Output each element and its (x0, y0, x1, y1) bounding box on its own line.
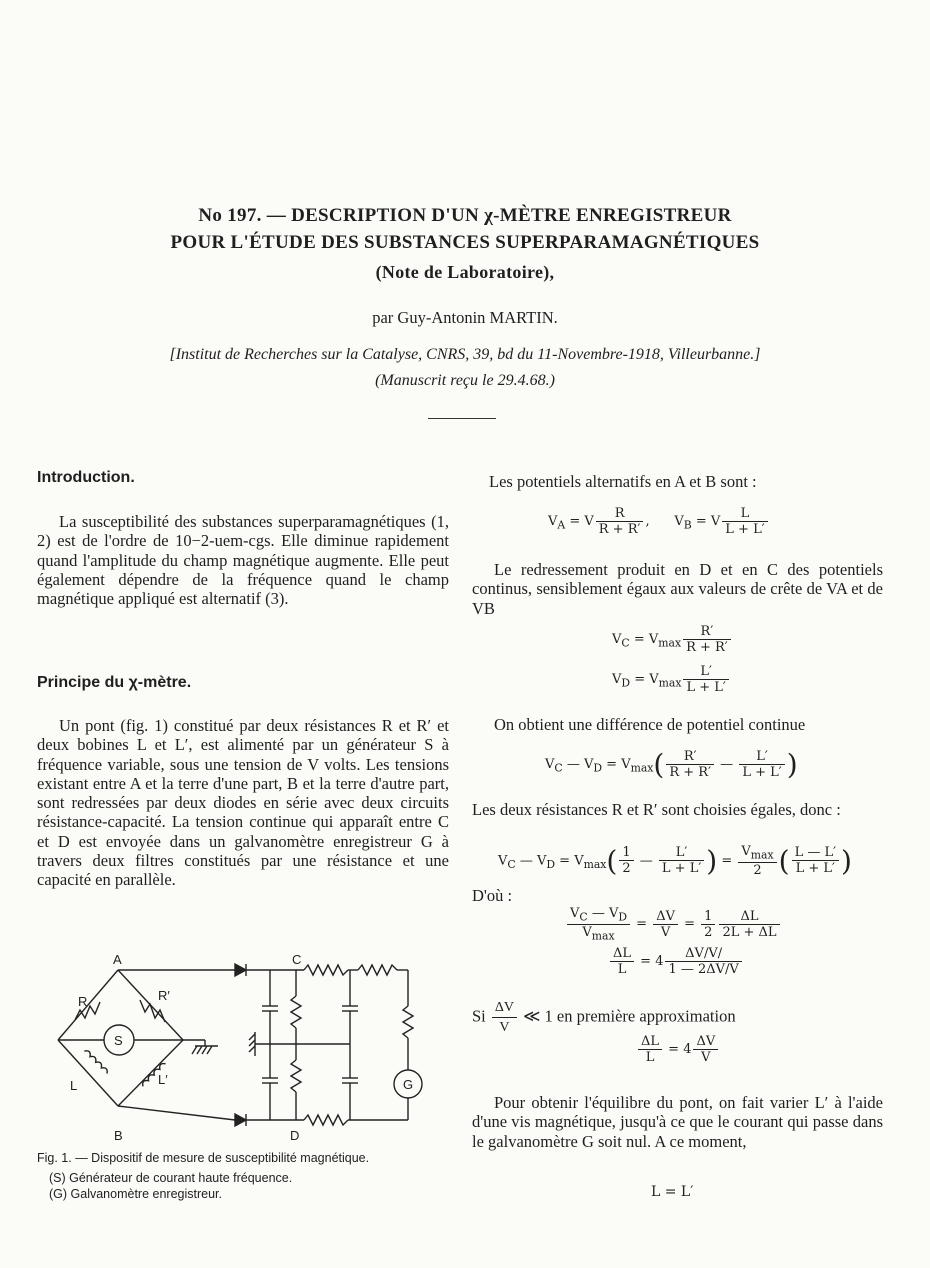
eq-approx: $\frac{\Delta L}{L}$ = 4 $\frac{\Delta V}{V}$ (636, 1034, 720, 1065)
node-b-label: B (114, 1128, 123, 1143)
node-c-label: C (292, 952, 302, 967)
resistor-vert-3 (403, 1006, 413, 1038)
right-p3: On obtient une différence de potentiel continue (494, 715, 806, 734)
circuit-diagram (40, 948, 440, 1148)
resistor-bottom-1 (304, 1115, 348, 1125)
right-p7: Pour obtenir l'équilibre du pont, on fait varier L′ à l'aide d'une vis magnétique, jusqu'à ce que le courant qui passe dans le galvanomètre G soit nul. A ce moment, (472, 1093, 883, 1151)
resistor-vert-2 (291, 1060, 301, 1092)
figure-caption: Fig. 1. — Dispositif de mesure de susceptibilité magnétique. (37, 1151, 370, 1165)
eq-vc-vd: $V_C$ — $V_D = V_{max}$( $\frac{R'}{R + R'}$ — $\frac{L'}{L + L'}$ ) (545, 748, 798, 781)
intro-heading: Introduction. (37, 469, 135, 486)
affiliation: [Institut de Recherches sur la Catalyse, CNRS, 39, bd du 11-Novembre-1918, Villeurbanne.] (169, 346, 761, 363)
coil-l (84, 1049, 109, 1074)
p6-fraction: $\frac{\Delta V}{V}$ (492, 998, 517, 1038)
p6-suffix: ≪ 1 en première approximation (523, 1006, 736, 1026)
resistor-r-label: R (78, 994, 88, 1009)
diode-top (235, 964, 246, 976)
coil-l-prime-label: L′ (158, 1072, 168, 1087)
right-p1: Les potentiels alternatifs en A et B sont : (489, 472, 757, 491)
eq-equal-resistances: $V_C$ — $V_D = V_{max}$( $\frac{1}{2}$ — $\frac{L'}{L + L'}$ ) = $\frac{V_{max}}{2}$ ( $\frac{L — L'}{L + L'}$ ) (498, 844, 852, 878)
p6-prefix: Si (472, 1006, 486, 1026)
principle-paragraph: Un pont (fig. 1) constitué par deux résistances R et R′ et deux bobines L et L′, est alimenté par un générateur S à fréquence variable, sous une tension de V volts. Les tensions existant entre A et la terre d'une part, B et la terre d'autre part, sont redressées par deux diodes en série avec deux circuits résistance-capacité. La tension continue qui apparaît entre C et D est envoyée dans un galvanomètre enregistreur G à travers deux filtres constitués par une résistance et une capacité en parallèle. (37, 716, 449, 890)
title-line-2: POUR L'ÉTUDE DES SUBSTANCES SUPERPARAMAGNÉTIQUES (170, 232, 760, 253)
galvanometer-g-label: G (403, 1077, 414, 1092)
resistor-r-prime (140, 1000, 165, 1022)
resistor-vert-1 (291, 996, 301, 1028)
node-a-label: A (113, 952, 122, 967)
resistor-top-1 (304, 965, 348, 975)
resistor-top-2 (358, 965, 397, 975)
note-label: (Note de Laboratoire), (375, 262, 555, 282)
right-p6 (472, 998, 883, 1038)
coil-l-label: L (70, 1078, 78, 1093)
right-p2: Le redressement produit en D et en C des potentiels continus, sensiblement égaux aux valeurs de crête de VA et de VB (472, 560, 883, 618)
title-line-1: No 197. — DESCRIPTION D'UN χ-MÈTRE ENREGISTREUR (198, 205, 732, 226)
node-d-label: D (290, 1128, 300, 1143)
right-p5: D'où : (472, 886, 513, 905)
caption-g: (G) Galvanomètre enregistreur. (49, 1187, 222, 1201)
eq-ratio: $\frac{V_C — V_D}{V_{max}}$ = $\frac{\Delta V}{V}$ = $\frac{1}{2}$ $\frac{\Delta L}{2L + \Delta L}$ (565, 906, 782, 942)
diode-bottom (235, 1114, 246, 1126)
eq-final: L = L′ (651, 1184, 694, 1200)
received-date: (Manuscrit reçu le 29.4.68.) (375, 372, 555, 389)
author: par Guy-Antonin MARTIN. (372, 308, 558, 327)
resistor-r-prime-label: R′ (158, 988, 170, 1003)
principle-heading: Principe du χ-mètre. (37, 674, 192, 691)
intro-paragraph: La susceptibilité des substances superparamagnétiques (1, 2) est de l'ordre de 10−2-uem-cgs. Elle diminue rapidement quand l'amplitude du champ magnétique augmente. Elle peut également dépendre de la fréquence quand le champ magnétique appliqué est alternatif (3). (37, 512, 449, 609)
eq-va-vb: $V_A = V$ $\frac{R}{R + R'}$ , $V_B = V$ $\frac{L}{L + L'}$ (548, 506, 770, 537)
eq-vc: $V_C = V_{max}$ $\frac{R'}{R + R'}$ (612, 624, 733, 655)
eq-vd: $V_D = V_{max}$ $\frac{L'}{L + L'}$ (612, 664, 731, 695)
caption-s: (S) Générateur de courant haute fréquence. (49, 1171, 293, 1185)
generator-s-label: S (114, 1033, 123, 1048)
eq-delta-l: $\frac{\Delta L}{L}$ = 4 $\frac{\Delta V/V/}{1 — 2\Delta V/V}$ (608, 946, 744, 977)
separator-rule (428, 418, 496, 419)
bridge (58, 970, 218, 1106)
right-p4: Les deux résistances R et R′ sont choisies égales, donc : (472, 800, 841, 819)
